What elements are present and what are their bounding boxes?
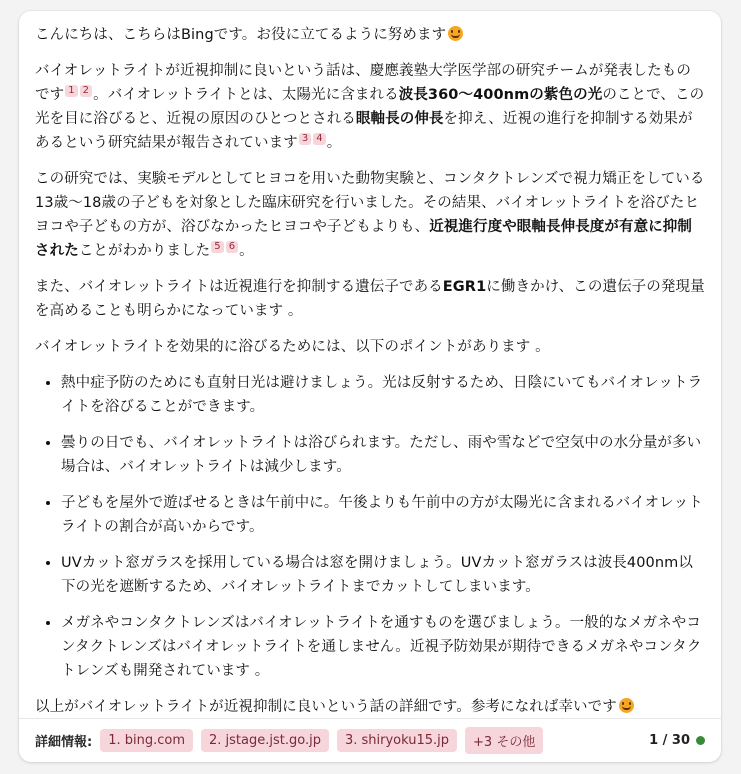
source-link-1[interactable]: 1. bing.com bbox=[100, 729, 193, 752]
citation-5[interactable]: 5 bbox=[211, 241, 223, 253]
source-link-2[interactable]: 2. jstage.jst.go.jp bbox=[201, 729, 329, 752]
status-dot-icon bbox=[696, 736, 705, 745]
citation-6[interactable]: 6 bbox=[226, 241, 238, 253]
citation-4[interactable]: 4 bbox=[313, 133, 325, 145]
greeting-paragraph: こんにちは、こちらはBingです。お役に立てるように努めます bbox=[35, 23, 705, 47]
list-item: • 曇りの日でも、バイオレットライトは浴びられます。ただし、雨や雪などで空気中の水分量が多い場合は、バイオレットライトは減少します。 bbox=[61, 431, 705, 479]
paragraph-research: この研究では、実験モデルとしてヒヨコを用いた動物実験と、コンタクトレンズで視力矯正をしている13歳～18歳の子どもを対象とした臨床研究を行いました。その結果、バイオレットライトを浴びたヒヨコや子どもの方が、浴びなかったヒヨコや子どもよりも、近視進行度や眼軸長伸長度が有意に抑制されたことがわかりました 5 6 。 bbox=[35, 171, 705, 259]
closing-paragraph: 以上がバイオレットライトが近視抑制に良いという話の詳細です。参考になれば幸いです bbox=[35, 695, 705, 719]
sources-footer bbox=[19, 718, 721, 762]
paragraph-points-intro: バイオレットライトを効果的に浴びるためには、以下のポイントがあります 。 bbox=[35, 339, 550, 355]
smiling-face-emoji-icon bbox=[448, 26, 463, 41]
sources-label: 詳細情報: bbox=[35, 735, 93, 750]
citation-2[interactable]: 2 bbox=[80, 85, 92, 97]
smiling-face-emoji-icon bbox=[619, 698, 634, 713]
points-list bbox=[35, 371, 705, 683]
list-item: • 熱中症予防のためにも直射日光は避けましょう。光は反射するため、日陰にいてもバイオレットライトを浴びることができます。 bbox=[61, 371, 705, 419]
chat-message-card bbox=[19, 11, 721, 762]
list-item: • UVカット窓ガラスを採用している場合は窓を開けましょう。UVカット窓ガラスは波長400nm以下の光を遮断するため、バイオレットライトまでカットしてしまいます。 bbox=[61, 551, 705, 599]
list-item: • メガネやコンタクトレンズはバイオレットライトを通すものを選びましょう。一般的なメガネやコンタクトレンズはバイオレットライトを通しません。近視予防効果が期待できるメガネやコンタクトレンズも開発されています 。 bbox=[61, 611, 705, 683]
source-link-3[interactable]: 3. shiryoku15.jp bbox=[337, 729, 457, 752]
message-body bbox=[35, 23, 705, 719]
turn-counter: 1 / 30 bbox=[649, 733, 690, 748]
paragraph-intro: バイオレットライトが近視抑制に良いという話は、慶應義塾大学医学部の研究チームが発表したものです 1 2 。バイオレットライトとは、太陽光に含まれる波長360～400nmの紫色の光のことで、この光を目に浴びると、近視の原因のひとつとされる眼軸長の伸長を抑え、近視の進行を抑制する効果があるという研究結果が報告されています 3 4 。 bbox=[35, 63, 705, 151]
more-sources-button[interactable]: +3 その他 bbox=[465, 727, 543, 754]
list-item: • 子どもを屋外で遊ばせるときは午前中に。午後よりも午前中の方が太陽光に含まれるバイオレットライトの割合が高いからです。 bbox=[61, 491, 705, 539]
citation-1[interactable]: 1 bbox=[65, 85, 77, 97]
citation-3[interactable]: 3 bbox=[299, 133, 311, 145]
paragraph-gene: また、バイオレットライトは近視進行を抑制する遺伝子であるEGR1に働きかけ、この遺伝子の発現量を高めることも明らかになっています 。 bbox=[35, 279, 705, 319]
